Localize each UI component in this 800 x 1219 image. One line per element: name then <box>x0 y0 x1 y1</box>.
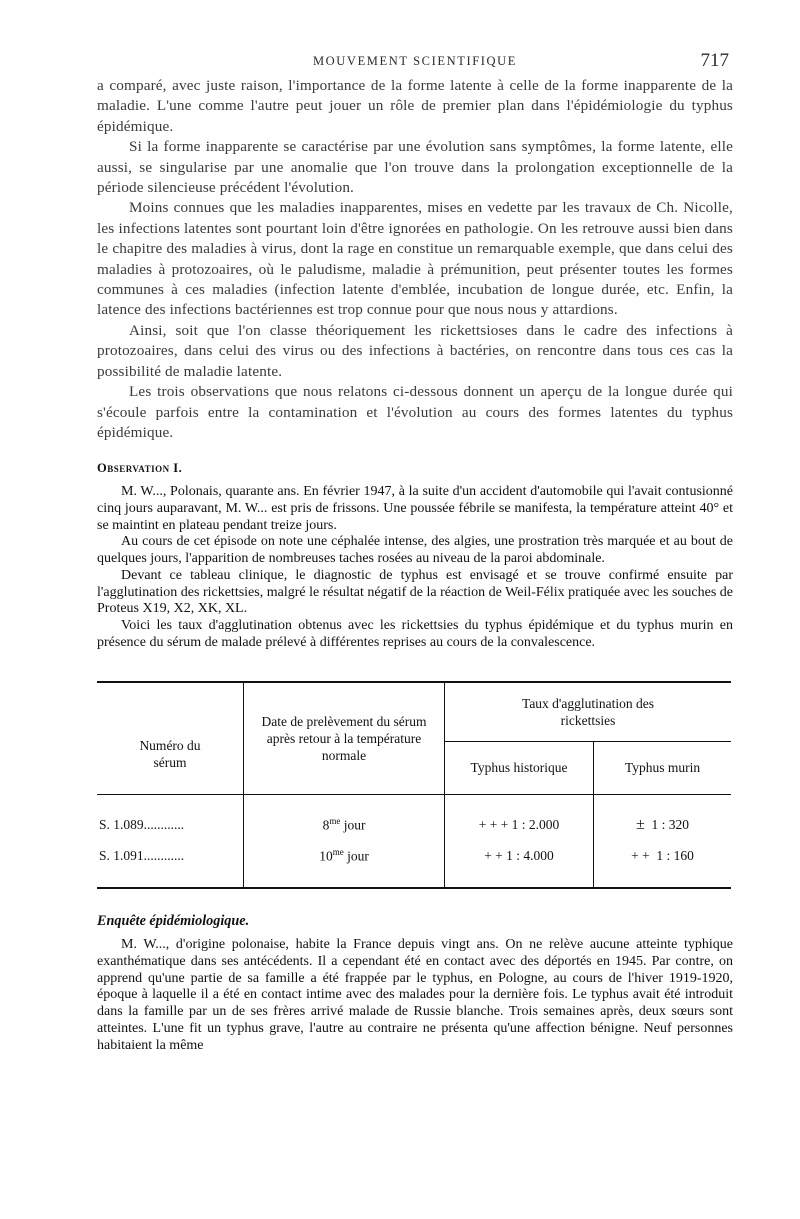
table-row <box>97 840 731 888</box>
observation-heading: Observation I. <box>97 461 183 476</box>
header-date <box>244 682 445 795</box>
date-word: jour <box>343 817 366 833</box>
cell-historique: + + + 1 : 2.000 <box>445 795 594 841</box>
paragraph: Ainsi, soit que l'on classe théoriquement les rickettsioses dans le cadre des infections à protozoaires, dans celui des virus ou des infections à bactéries, on rencontre dans tous ces cas la possibilité de maladie latente. <box>97 321 733 380</box>
observation-text <box>97 484 733 651</box>
paragraph: M. W..., Polonais, quarante ans. En février 1947, à la suite d'un accident d'automobile qui l'avait contusionné cinq jours auparavant, M. W... est pris de frissons. Une poussée fébrile se manifesta, la température atteint 40° et se maintint en plateau pendant treize jours. <box>97 484 733 533</box>
paragraph: Si la forme inapparente se caractérise par une évolution sans symptômes, la forme latente, elle aussi, se singularise par une anomalie que l'on trouve dans la prolongation exceptionnelle de la période silencieuse précédent l'évolution. <box>97 138 733 197</box>
cell-historique: + + 1 : 4.000 <box>445 840 594 888</box>
agglutination-table-wrap <box>97 681 733 889</box>
agglutination-table <box>97 681 731 889</box>
intro-text <box>97 76 733 443</box>
document-page <box>97 52 733 1054</box>
header-taux <box>445 682 732 742</box>
cell-date <box>244 795 445 841</box>
paragraph: Les trois observations que nous relatons ci-dessous donnent un aperçu de la longue durée qui s'écoule parfois entre la contamination et l'évolution au cours des formes latentes du typhus épidémique. <box>97 383 733 441</box>
paragraph: M. W..., d'origine polonaise, habite la France depuis vingt ans. On ne relève aucune atteinte typhique exanthématique dans ses antécédents. Il a cependant été en contact avec des déportés en 1945. Par contre, on apprend qu'une partie de sa famille a été frappée par le typhus, en Pologne, au cours de l'hiver 1919-1920, époque à laquelle il a été en contact intime avec des malades pour la dernière fois. Le typhus avait été introduit dans la famille par un de ses frères arrivé malade de Russie blanche. Trois semaines après, deux sœurs sont atteintes. L'une fit un typhus grave, l'autre au contraire ne présenta qu'une affection bénigne. Neuf personnes habitaient la même <box>97 937 733 1053</box>
table-header-row <box>97 682 731 742</box>
cell-murin <box>594 840 732 888</box>
cell-numero: S. 1.089............ <box>99 816 185 832</box>
header-murin: Typhus murin <box>594 742 732 795</box>
page-header <box>97 52 733 76</box>
date-num: 8 <box>322 817 330 833</box>
paragraph: Devant ce tableau clinique, le diagnostic de typhus est envisagé et se trouve confirmé ensuite par l'agglutination des rickettsies, malgré le résultat négatif de la réaction de Weil-Félix pratiquée avec les souches de Proteus X19, X2, XK, XL. <box>97 567 733 617</box>
enquete-heading: Enquête épidémiologique. <box>97 913 250 930</box>
date-sup: me <box>332 847 344 858</box>
paragraph: Au cours de cet épisode on note une céphalée intense, des algies, une prostration très marquée et au bout de quelques jours, l'apparition de nombreuses taches rosées au niveau de la paroi abdominale. <box>97 534 733 567</box>
date-num: 10 <box>319 848 333 864</box>
paragraph: Moins connues que les maladies inapparentes, mises en vedette par les travaux de Ch. Nicolle, les infections latentes sont pourtant loin d'être ignorées en pathologie. On les retrouve aussi bien dans le chapitre des maladies à virus, dont la rage en constitue un remarquable exemple, que dans celui des maladies à protozoaires, où le paludisme, maladie à prémunition, peut présenter toutes les formes communes à ces maladies (infection latente d'emblée, incubation de longue durée, etc. Enfin, la latence des infections bactériennes est trop connue pour que nous nous y attardions. <box>97 199 733 319</box>
paragraph: Voici les taux d'agglutination obtenus avec les rickettsies du typhus épidémique et du typhus murin en présence du sérum de malade prélevé à différentes reprises au cours de la convalescence. <box>97 617 733 650</box>
header-numero-label: Numéro du sérum <box>139 737 201 770</box>
paragraph: a comparé, avec juste raison, l'importance de la forme latente à celle de la forme inapparente de la maladie. L'une comme l'autre peut jouer un rôle de premier plan dans l'épidémiologie du typhus épidémique. <box>97 77 733 135</box>
header-numero <box>97 682 244 795</box>
murin-ratio: 1 : 160 <box>656 847 694 863</box>
murin-ratio: 1 : 320 <box>651 816 690 832</box>
header-taux-label: Taux d'agglutination des rickettsies <box>522 696 654 729</box>
table-row <box>97 795 731 841</box>
header-historique: Typhus historique <box>445 742 594 795</box>
murin-sign: + + <box>631 847 650 863</box>
cell-murin <box>594 795 732 841</box>
date-sup: me <box>329 816 341 827</box>
running-title: MOUVEMENT SCIENTIFIQUE <box>312 54 518 68</box>
enquete-text <box>97 937 733 1054</box>
page-number: 717 <box>700 50 729 71</box>
cell-numero: S. 1.091............ <box>99 847 185 863</box>
cell-date <box>244 840 445 888</box>
date-word: jour <box>347 848 369 864</box>
murin-sign: ± <box>635 815 645 833</box>
header-date-label: Date de prelèvement du sérum après retour à la température normale <box>261 714 427 764</box>
